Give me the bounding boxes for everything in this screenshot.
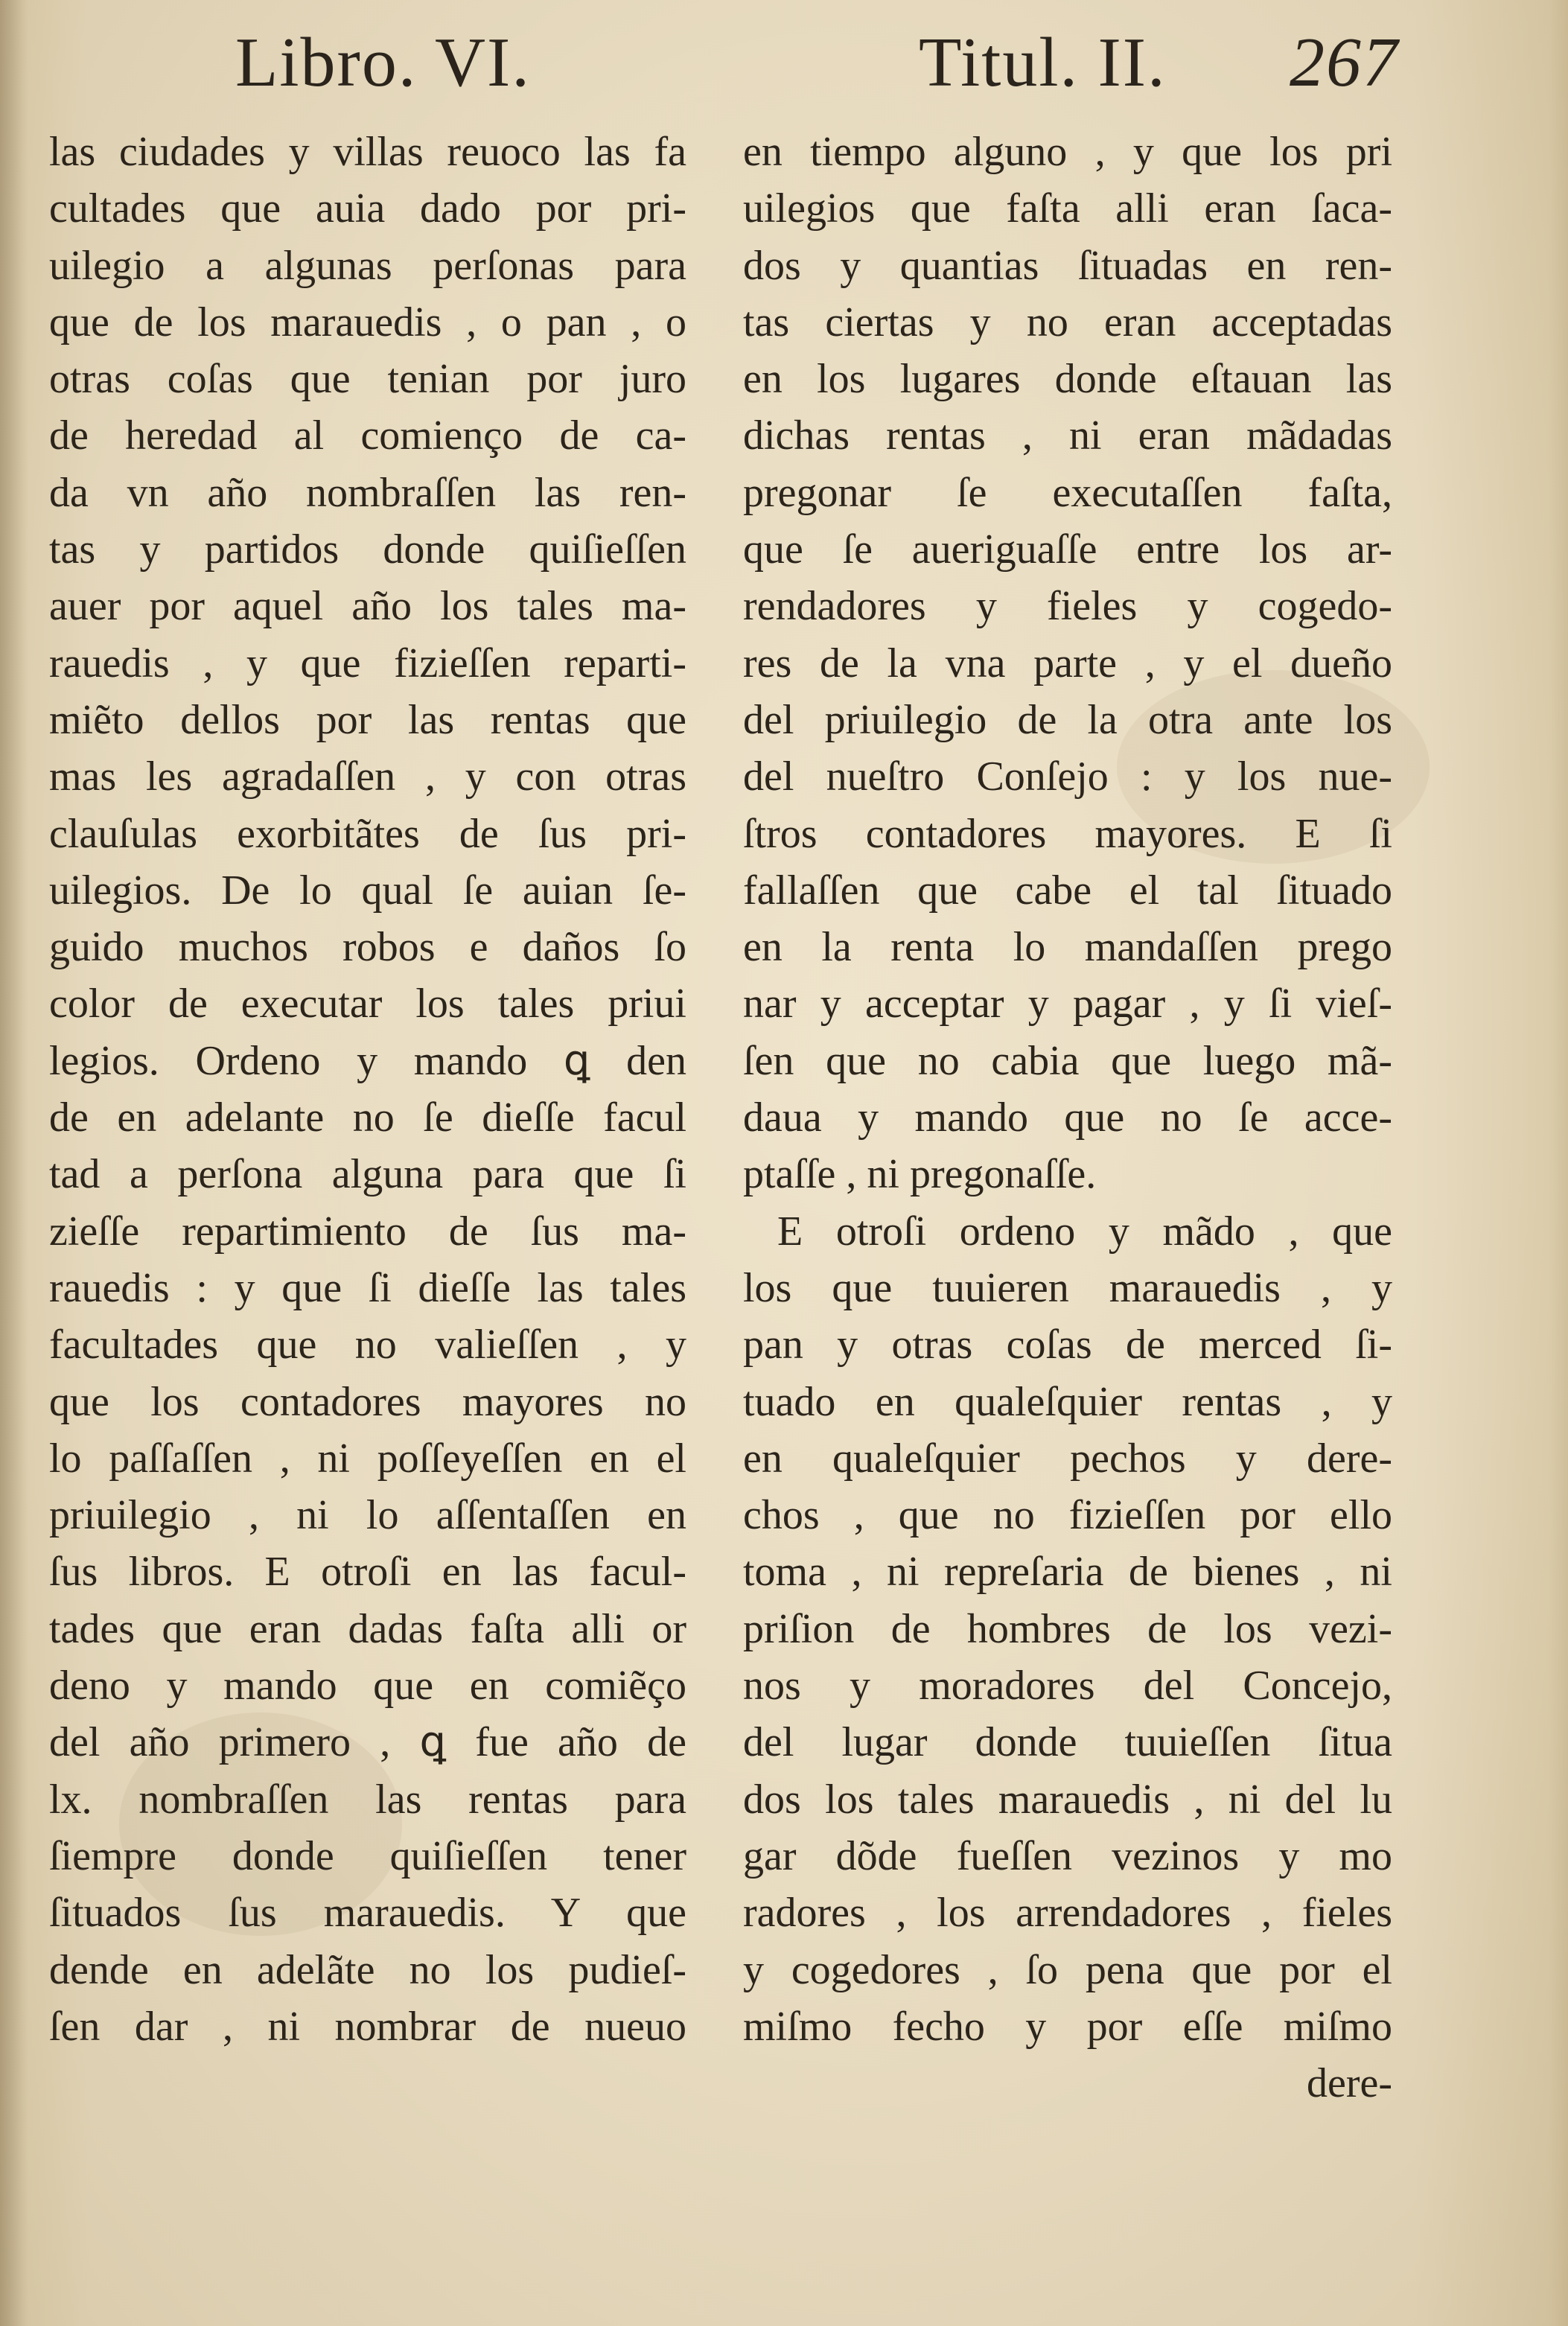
text-line: auer por aquel año los tales ma-: [49, 583, 686, 630]
text-line: de heredad al comienço de ca-: [49, 412, 686, 459]
text-line: que de los marauedis , o pan , o: [49, 299, 686, 345]
text-line: radores , los arrendadores , fieles: [743, 1890, 1392, 1937]
text-line: de en adelante no ſe dieſſe facul: [49, 1095, 686, 1141]
text-line: tad a perſona alguna para que ſi: [49, 1151, 686, 1198]
text-line: en la renta lo mandaſſen prego: [743, 924, 1392, 971]
text-line: tuado en qualeſquier rentas , y: [743, 1378, 1392, 1425]
text-line: miſmo fecho y por eſſe miſmo: [743, 2003, 1392, 2050]
text-line: uilegios. De lo qual ſe auian ſe-: [49, 867, 686, 914]
text-line: que ſe aueriguaſſe entre los ar-: [743, 526, 1392, 573]
text-line: ſituados ſus marauedis. Y que: [49, 1890, 686, 1937]
text-line: tades que eran dadas faſta alli or: [49, 1605, 686, 1652]
text-line: res de la vna parte , y el dueño: [743, 640, 1392, 686]
gutter-shadow: [0, 0, 28, 2326]
text-line: rendadores y fieles y cogedo-: [743, 583, 1392, 630]
text-line: del priuilegio de la otra ante los: [743, 696, 1392, 743]
text-line: cultades que auia dado por pri-: [49, 185, 686, 232]
text-line: priſion de hombres de los vezi-: [743, 1605, 1392, 1652]
text-line: nos y moradores del Concejo,: [743, 1663, 1392, 1710]
text-line: en tiempo alguno , y que los pri: [743, 129, 1392, 175]
title-number: Titul. II.: [919, 24, 1167, 101]
text-line: uilegios que faſta alli eran ſaca-: [743, 185, 1392, 232]
text-line: dos los tales marauedis , ni del lu: [743, 1776, 1392, 1823]
catchword: dere-: [1306, 2060, 1392, 2107]
running-head: [0, 22, 1568, 112]
folio-number: 267: [1290, 24, 1399, 101]
text-line: miẽto dellos por las rentas que: [49, 696, 686, 743]
text-line: pregonar ſe executaſſen faſta,: [743, 469, 1392, 516]
text-line: toma , ni repreſaria de bienes , ni: [743, 1549, 1392, 1596]
text-line: deno y mando que en comiẽço: [49, 1663, 686, 1710]
text-line: pan y otras coſas de merced ſi-: [743, 1322, 1392, 1368]
text-line: las ciudades y villas reuoco las fa: [49, 129, 686, 175]
text-line: los que tuuieren marauedis , y: [743, 1264, 1392, 1311]
text-line: ſiempre donde quiſieſſen tener: [49, 1832, 686, 1879]
text-line: color de executar los tales priui: [49, 981, 686, 1027]
text-line: tas ciertas y no eran acceptadas: [743, 299, 1392, 345]
text-line: rauedis : y que ſi dieſſe las tales: [49, 1264, 686, 1311]
text-line: legios. Ordeno y mando ꝗ den: [49, 1037, 686, 1084]
text-line: da vn año nombraſſen las ren-: [49, 469, 686, 516]
text-line: zieſſe repartimiento de ſus ma-: [49, 1208, 686, 1255]
text-line: lo paſſaſſen , ni poſſeyeſſen en el: [49, 1435, 686, 1482]
text-line: del año primero , ꝗ fue año de: [49, 1719, 686, 1766]
book-number: Libro. VI.: [235, 24, 531, 101]
text-line: del lugar donde tuuieſſen ſitua: [743, 1719, 1392, 1766]
text-line: que los contadores mayores no: [49, 1378, 686, 1425]
text-line: en qualeſquier pechos y dere-: [743, 1435, 1392, 1482]
text-line: dichas rentas , ni eran mãdadas: [743, 412, 1392, 459]
text-line: mas les agradaſſen , y con otras: [49, 753, 686, 800]
text-line: priuilegio , ni lo aſſentaſſen en: [49, 1492, 686, 1539]
text-line: ſtros contadores mayores. E ſi: [743, 810, 1392, 857]
text-line: dende en adelãte no los pudieſ-: [49, 1946, 686, 1993]
text-line: guido muchos robos e daños ſo: [49, 924, 686, 971]
text-line: del nueſtro Conſejo : y los nue-: [743, 753, 1392, 800]
text-line: rauedis , y que fizieſſen reparti-: [49, 640, 686, 686]
text-line: gar dõde fueſſen vezinos y mo: [743, 1832, 1392, 1879]
text-line: nar y acceptar y pagar , y ſi vieſ-: [743, 981, 1392, 1027]
text-line: facultades que no valieſſen , y: [49, 1322, 686, 1368]
left-text-column: [49, 124, 686, 2055]
text-line: y cogedores , ſo pena que por el: [743, 1946, 1392, 1993]
text-line: daua y mando que no ſe acce-: [743, 1095, 1392, 1141]
text-line: dos y quantias ſituadas en ren-: [743, 242, 1392, 289]
right-text-column: [743, 124, 1392, 2112]
text-line: clauſulas exorbitãtes de ſus pri-: [49, 810, 686, 857]
paragraph-start-line: E otroſi ordeno y mãdo , que: [777, 1208, 1392, 1255]
text-line: ſen que no cabia que luego mã-: [743, 1037, 1392, 1084]
text-line: ſen dar , ni nombrar de nueuo: [49, 2003, 686, 2050]
text-line: lx. nombraſſen las rentas para: [49, 1776, 686, 1823]
paragraph-end-line: ptaſſe , ni pregonaſſe.: [743, 1151, 1097, 1198]
text-line: fallaſſen que cabe el tal ſituado: [743, 867, 1392, 914]
text-line: chos , que no fizieſſen por ello: [743, 1492, 1392, 1539]
text-line: en los lugares donde eſtauan las: [743, 356, 1392, 403]
text-line: tas y partidos donde quiſieſſen: [49, 526, 686, 573]
text-line: ſus libros. E otroſi en las facul-: [49, 1549, 686, 1596]
text-line: otras coſas que tenian por juro: [49, 356, 686, 403]
text-line: uilegio a algunas perſonas para: [49, 242, 686, 289]
